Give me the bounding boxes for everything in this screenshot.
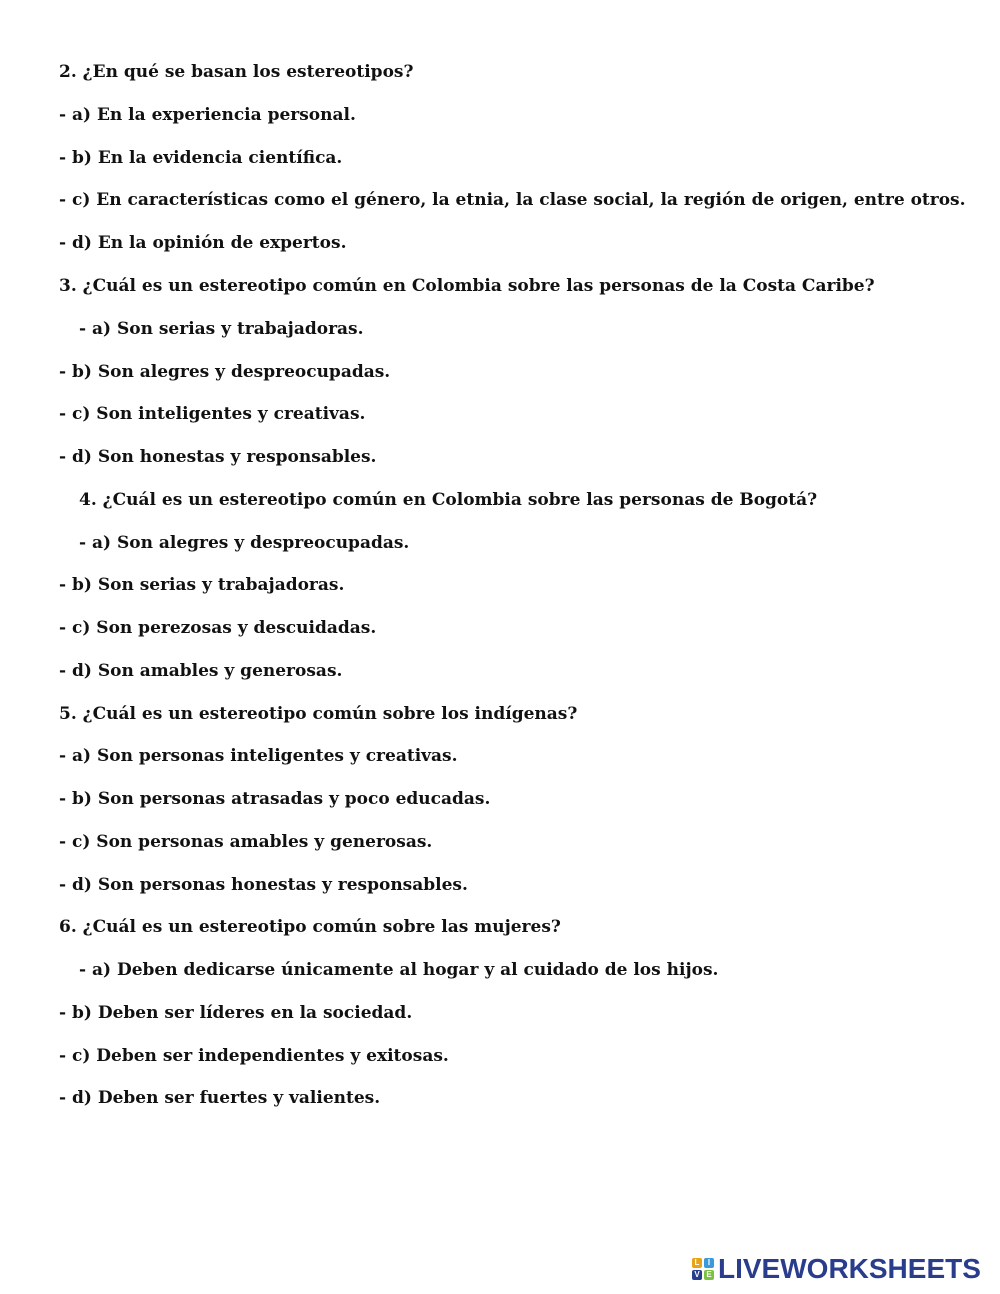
option-4d: - d) Son amables y generosas. <box>59 661 343 681</box>
question-2: 2. ¿En qué se basan los estereotipos? <box>59 62 414 82</box>
option-6a: - a) Deben dedicarse únicamente al hogar y al cuidado de los hijos. <box>79 960 719 980</box>
option-6b: - b) Deben ser líderes en la sociedad. <box>59 1003 413 1023</box>
question-5: 5. ¿Cuál es un estereotipo común sobre los indígenas? <box>59 704 578 724</box>
logo-square-v: V <box>692 1270 702 1280</box>
logo-square-i: I <box>704 1258 714 1268</box>
logo-text: LIVEWORKSHEETS <box>718 1253 981 1284</box>
option-4a: - a) Son alegres y despreocupadas. <box>79 533 410 553</box>
option-3d: - d) Son honestas y responsables. <box>59 447 377 467</box>
option-5a: - a) Son personas inteligentes y creativas. <box>59 746 458 766</box>
logo-square-e: E <box>704 1270 714 1280</box>
option-2d: - d) En la opinión de expertos. <box>59 233 347 253</box>
logo-icon <box>692 1258 714 1280</box>
option-5d: - d) Son personas honestas y responsables. <box>59 875 468 895</box>
question-4: 4. ¿Cuál es un estereotipo común en Colombia sobre las personas de Bogotá? <box>79 490 818 510</box>
question-6: 6. ¿Cuál es un estereotipo común sobre las mujeres? <box>59 917 561 937</box>
option-2c: - c) En características como el género, la etnia, la clase social, la región de origen, entre otros. <box>59 190 966 210</box>
option-4b: - b) Son serias y trabajadoras. <box>59 575 345 595</box>
option-6c: - c) Deben ser independientes y exitosas. <box>59 1046 449 1066</box>
option-2a: - a) En la experiencia personal. <box>59 105 356 125</box>
option-3c: - c) Son inteligentes y creativas. <box>59 404 366 424</box>
option-6d: - d) Deben ser fuertes y valientes. <box>59 1088 381 1108</box>
option-3b: - b) Son alegres y despreocupadas. <box>59 362 391 382</box>
option-2b: - b) En la evidencia científica. <box>59 148 343 168</box>
question-3: 3. ¿Cuál es un estereotipo común en Colombia sobre las personas de la Costa Caribe? <box>59 276 875 296</box>
option-5b: - b) Son personas atrasadas y poco educadas. <box>59 789 491 809</box>
option-4c: - c) Son perezosas y descuidadas. <box>59 618 377 638</box>
option-3a: - a) Son serias y trabajadoras. <box>79 319 364 339</box>
liveworksheets-logo <box>692 1254 981 1284</box>
option-5c: - c) Son personas amables y generosas. <box>59 832 433 852</box>
logo-square-l: L <box>692 1258 702 1268</box>
